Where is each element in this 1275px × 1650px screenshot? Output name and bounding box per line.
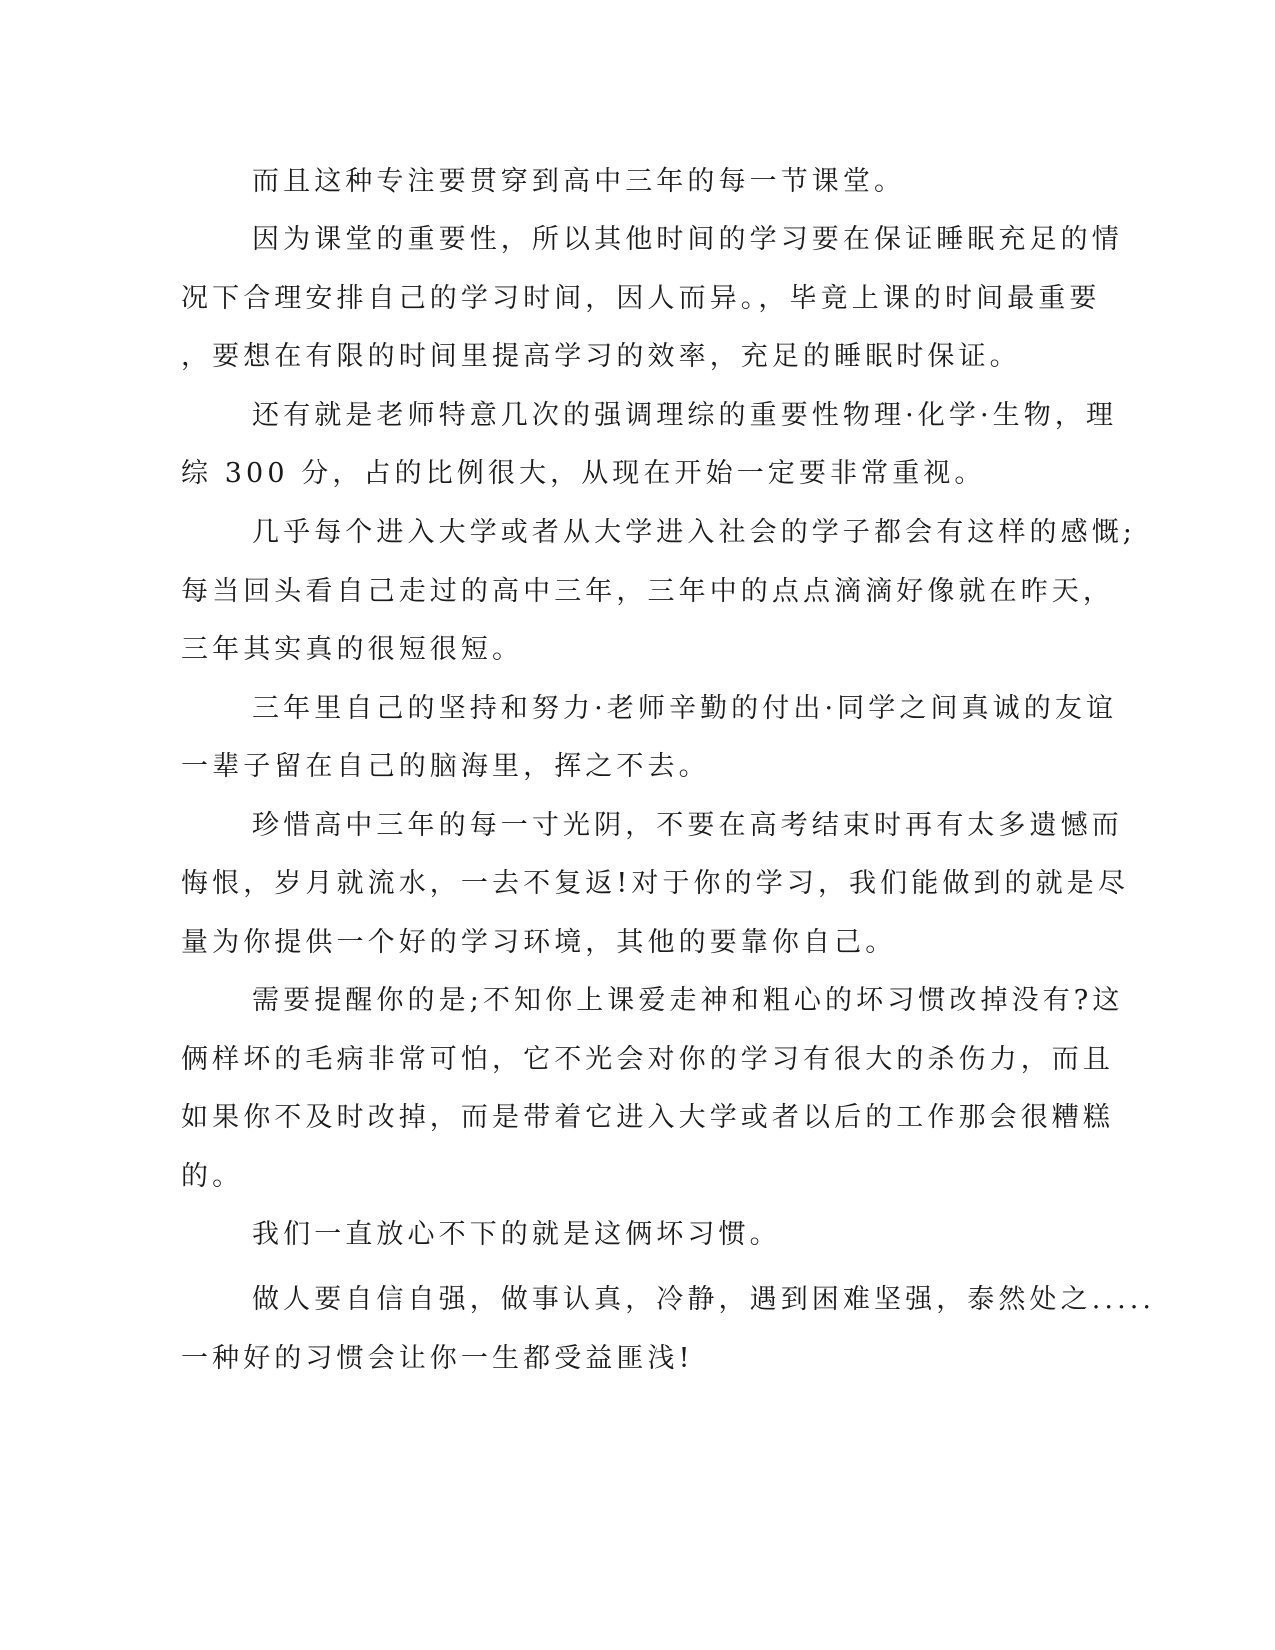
text-line-18: 的。 [181, 1161, 244, 1192]
text-line-7: 几乎每个进入大学或者从大学进入社会的学子都会有这样的感慨; [252, 517, 1136, 548]
text-line-19: 我们一直放心不下的就是这俩坏习惯。 [252, 1219, 781, 1250]
text-line-10: 三年里自己的坚持和努力·老师辛勤的付出·同学之间真诚的友谊 [252, 693, 1118, 724]
text-line-4: ，要想在有限的时间里提高学习的效率，充足的睡眠时保证。 [181, 341, 1021, 372]
text-line-11: 一辈子留在自己的脑海里，挥之不去。 [181, 751, 710, 782]
text-line-3: 况下合理安排自己的学习时间，因人而异。，毕竟上课的时间最重要 [181, 283, 1101, 314]
text-line-16: 俩样坏的毛病非常可怕，它不光会对你的学习有很大的杀伤力，而且 [181, 1044, 1114, 1075]
text-line-21: 一种好的习惯会让你一生都受益匪浅! [181, 1343, 694, 1374]
text-line-1: 而且这种专注要贯穿到高中三年的每一节课堂。 [252, 166, 906, 197]
text-line-20: 做人要自信自强，做事认真，冷静，遇到困难坚强，泰然处之..... [252, 1284, 1156, 1315]
text-line-5: 还有就是老师特意几次的强调理综的重要性物理·化学·生物，理 [252, 400, 1118, 431]
text-line-14: 量为你提供一个好的学习环境，其他的要靠你自己。 [181, 927, 897, 958]
text-line-6: 综 300 分，占的比例很大，从现在开始一定要非常重视。 [181, 458, 986, 489]
text-line-15: 需要提醒你的是;不知你上课爱走神和粗心的坏习惯改掉没有?这 [252, 985, 1124, 1016]
text-line-12: 珍惜高中三年的每一寸光阴，不要在高考结束时再有太多遗憾而 [252, 810, 1123, 841]
text-line-2: 因为课堂的重要性，所以其他时间的学习要在保证睡眠充足的情 [252, 224, 1123, 255]
text-line-9: 三年其实真的很短很短。 [181, 634, 524, 665]
text-line-13: 悔恨，岁月就流水，一去不复返!对于你的学习，我们能做到的就是尽 [181, 868, 1129, 899]
text-line-8: 每当回头看自己走过的高中三年，三年中的点点滴滴好像就在昨天， [181, 576, 1114, 607]
text-line-17: 如果你不及时改掉，而是带着它进入大学或者以后的工作那会很糟糕 [181, 1102, 1114, 1133]
